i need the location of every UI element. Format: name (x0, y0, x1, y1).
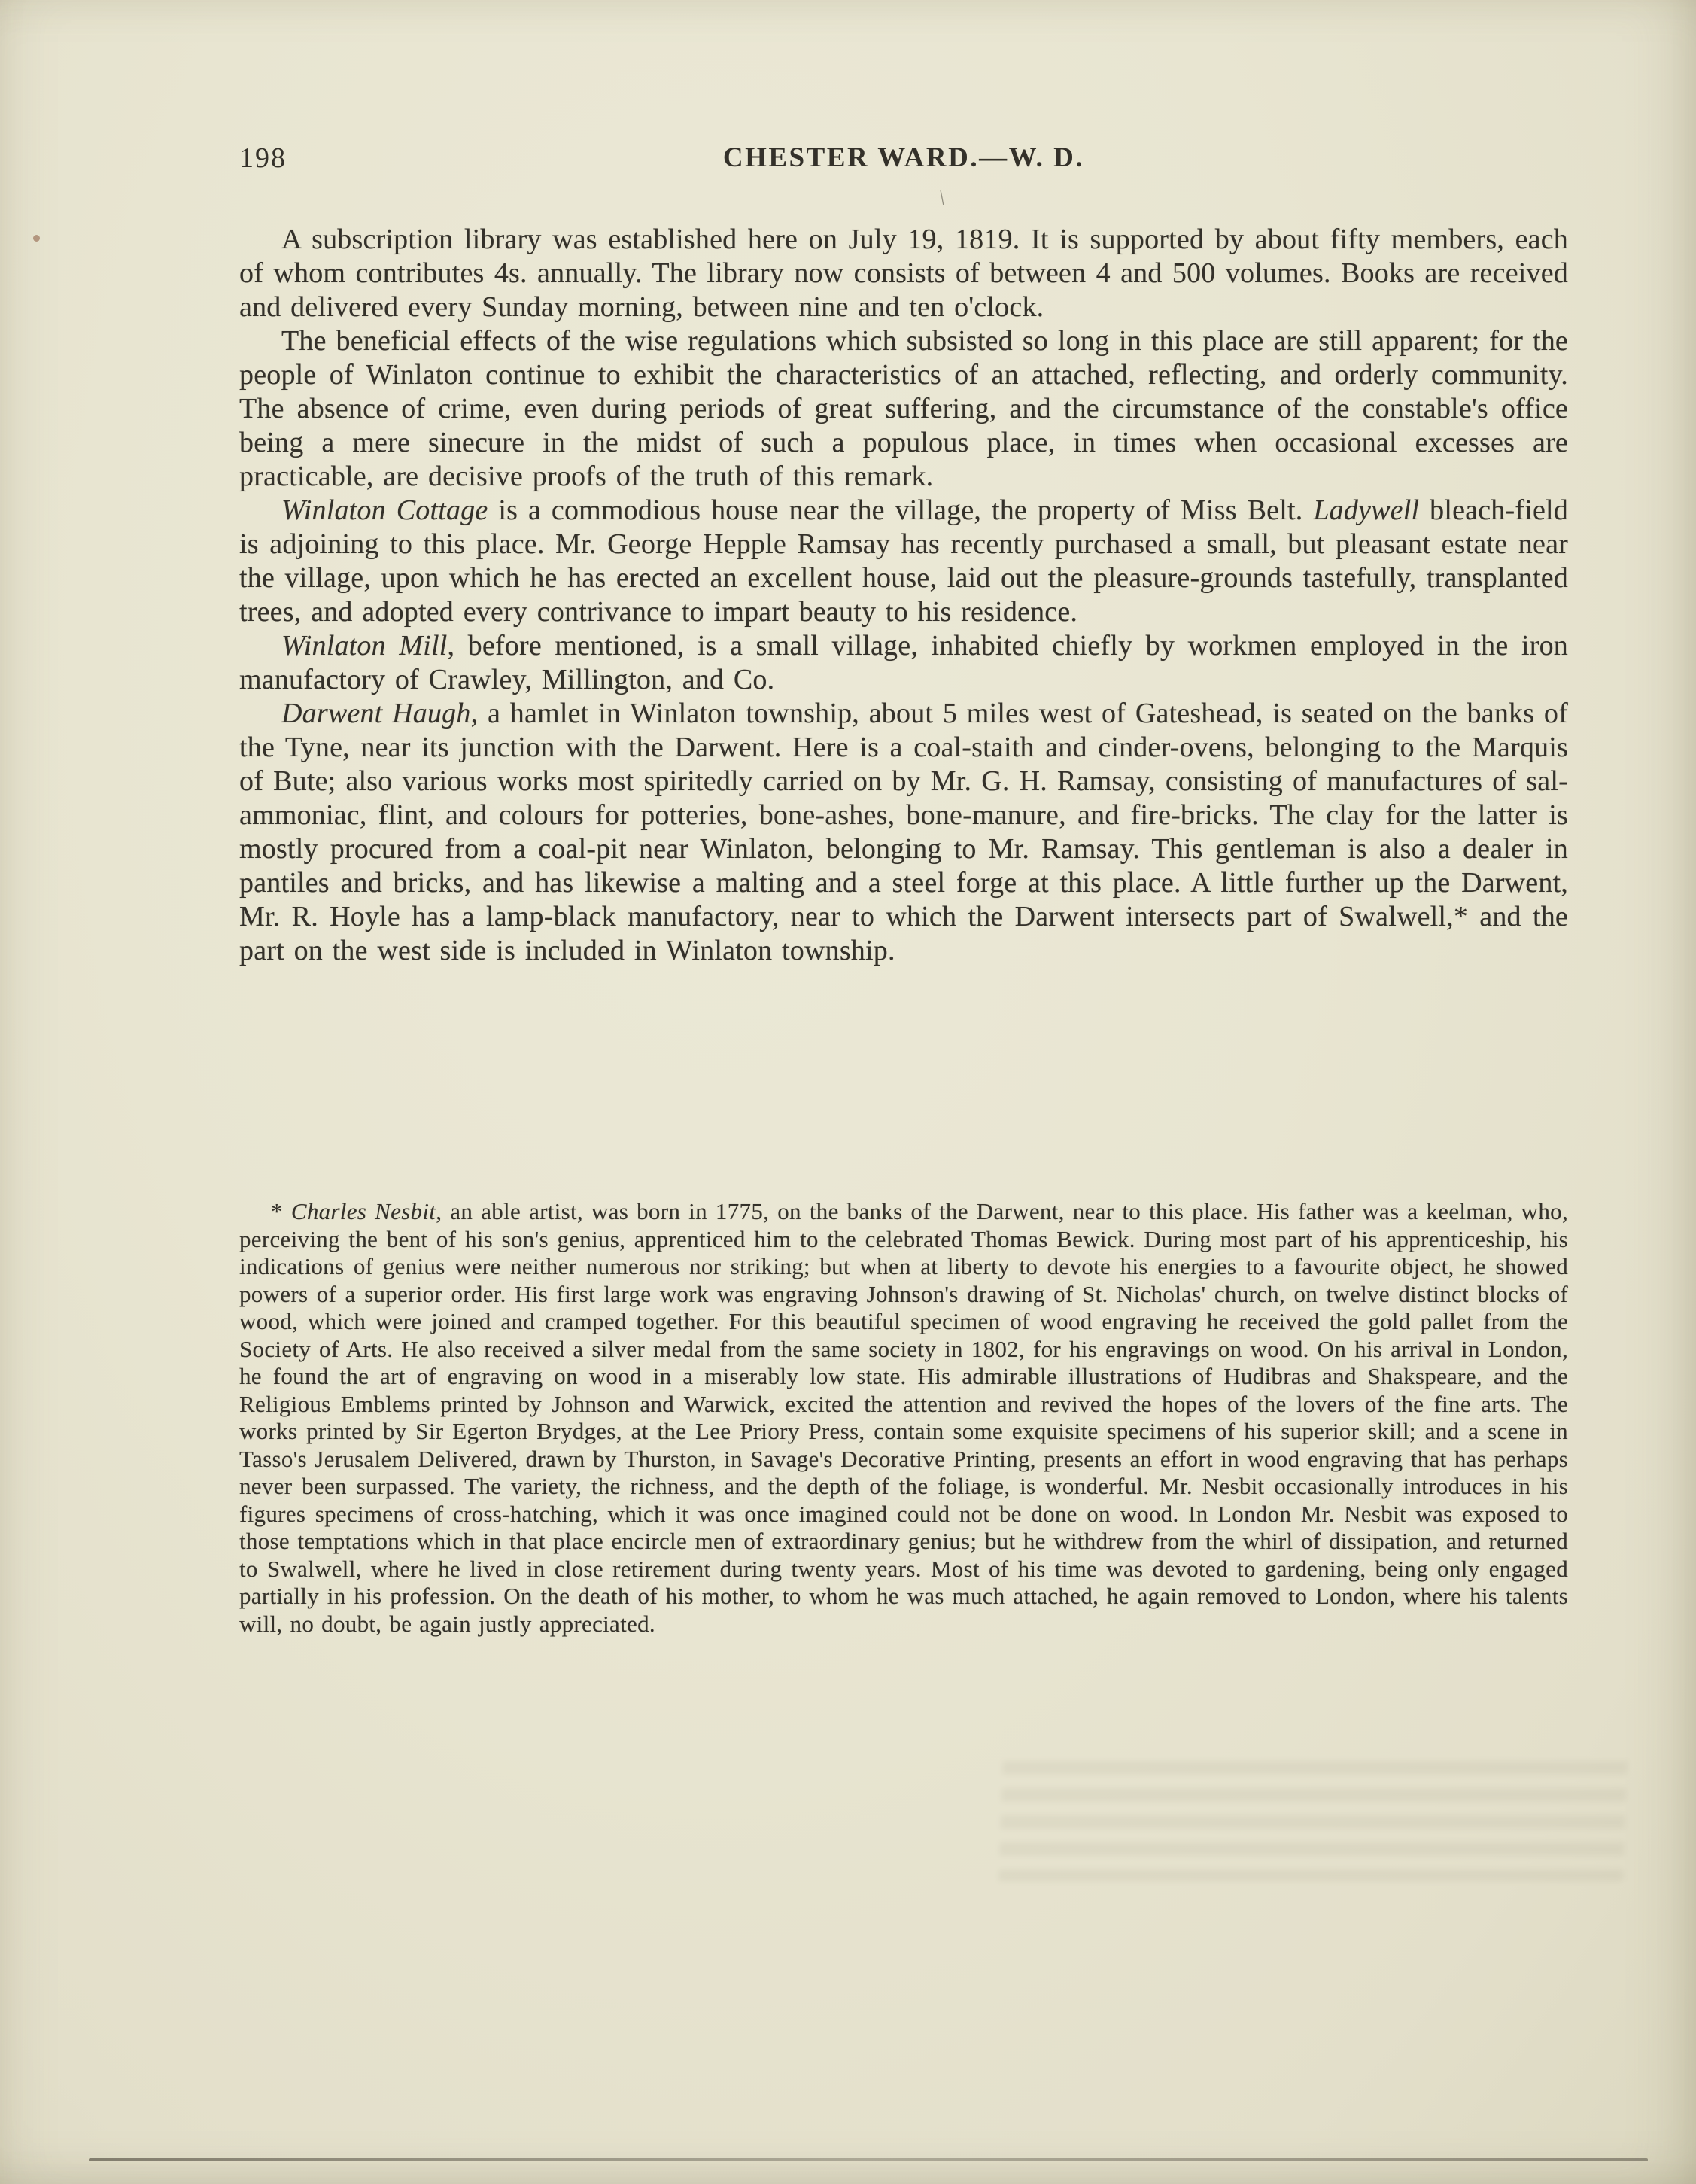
text-segment: is a commodious house near the village, the property of Miss Belt. (488, 494, 1314, 526)
text-segment: bleach-field is adjoining to this place. Mr. George Hepple Ramsay has recently purchased a small, but pleasant estate near the village, upon which he has erected an excellent house, laid out the pleasure-grounds tastefully, transplanted trees, and adopted every contrivance to impart beauty to his residence. (239, 494, 1568, 628)
text-segment: The beneficial effects of the wise regulations which subsisted so long in this place are still apparent; for the people of Winlaton continue to exhibit the characteristics of an attached, reflecting, and orderly community. The absence of crime, even during periods of great suffering, and the circumstance of the constable's office being a mere sinecure in the midst of such a populous place, in times when occasional excesses are practicable, are decisive proofs of the truth of this remark. (239, 325, 1568, 492)
margin-ink-spot (33, 235, 40, 242)
body-paragraph (239, 629, 1568, 697)
text-segment: , a hamlet in Winlaton township, about 5 miles west of Gateshead, is seated on the banks of the Tyne, near its junction with the Darwent. Here is a coal-staith and cinder-ovens, belonging to the Marquis of Bute; also various works most spiritedly carried on by Mr. G. H. Ramsay, consisting of manufactures of sal-ammoniac, flint, and colours for potteries, bone-ashes, bone-manure, and fire-bricks. The clay for the latter is mostly procured from a coal-pit near Winlaton, belonging to Mr. Ramsay. This gentleman is also a dealer in pantiles and bricks, and has likewise a malting and a steel forge at this place. A little further up the Darwent, Mr. R. Hoyle has a lamp-black manufactory, near to which the Darwent intersects part of Swalwell,* and the part on the west side is included in Winlaton township. (239, 698, 1568, 966)
show-through-artifact (998, 1754, 1628, 1881)
stray-ink-mark: \ (937, 186, 947, 211)
italic-text-segment: Ladywell (1313, 494, 1420, 526)
body-paragraph (239, 697, 1568, 968)
body-paragraph (239, 494, 1568, 629)
page-bottom-edge-line (89, 2158, 1648, 2161)
footnote (239, 1198, 1568, 1638)
body-paragraph (239, 324, 1568, 494)
text-segment: , an able artist, was born in 1775, on the banks of the Darwent, near to this place. His father was a keelman, who, perceiving the bent of his son's genius, apprenticed him to the celebrated Thomas Bewick. During most part of his apprenticeship, his indications of genius were neither numerous nor striking; but when at liberty to devote his energies to a favourite object, he showed powers of a superior order. His first large work was engraving Johnson's drawing of St. Nicholas' church, on twelve distinct blocks of wood, which were joined and cramped together. For this beautiful specimen of wood engraving he received the gold pallet from the Society of Arts. He also received a silver medal from the same society in 1802, for his engravings on wood. On his arrival in London, he found the art of engraving on wood in a miserably low state. His admirable illustrations of Hudibras and Shakspeare, and the Religious Emblems printed by Johnson and Warwick, excited the attention and revived the hopes of the lovers of the fine arts. The works printed by Sir Egerton Brydges, at the Lee Priory Press, contain some exquisite specimens of his superior skill; and a scene in Tasso's Jerusalem Delivered, drawn by Thurston, in Savage's Decorative Printing, presents an effort in wood engraving that has perhaps never been surpassed. The variety, the richness, and the depth of the foliage, is wonderful. Mr. Nesbit occasionally introduces in his figures specimens of cross-hatching, which it was once imagined could not be done on wood. In London Mr. Nesbit was exposed to those temptations which in that place encircle men of extraordinary genius; but he withdrew from the whirl of dissipation, and returned to Swalwell, where he lived in close retirement during twenty years. Most of his time was devoted to gardening, being only engaged partially in his profession. On the death of his mother, to whom he was much attached, he again removed to London, where his talents will, no doubt, be again justly appreciated. (239, 1198, 1568, 1637)
italic-text-segment: Winlaton Mill (281, 630, 448, 662)
footnote-paragraph (239, 1198, 1568, 1638)
italic-text-segment: Charles Nesbit (290, 1198, 436, 1224)
running-title: CHESTER WARD.—W. D. (722, 142, 1085, 173)
text-segment: A subscription library was established here on July 19, 1819. It is supported by about fifty members, each of whom contributes 4s. annually. The library now consists of between 4 and 500 volumes. Books are received and delivered every Sunday morning, between nine and ten o'clock. (239, 224, 1568, 323)
italic-text-segment: Winlaton Cottage (281, 494, 488, 526)
italic-text-segment: Darwent Haugh (281, 698, 471, 729)
page-number: 198 (239, 142, 287, 174)
text-segment: * (271, 1198, 291, 1224)
page-header (239, 141, 1568, 179)
body-paragraph (239, 223, 1568, 324)
text-segment: , before mentioned, is a small village, inhabited chiefly by workmen employed in the iron manufactory of Crawley, Millington, and Co. (239, 630, 1568, 695)
body-text (239, 223, 1568, 968)
